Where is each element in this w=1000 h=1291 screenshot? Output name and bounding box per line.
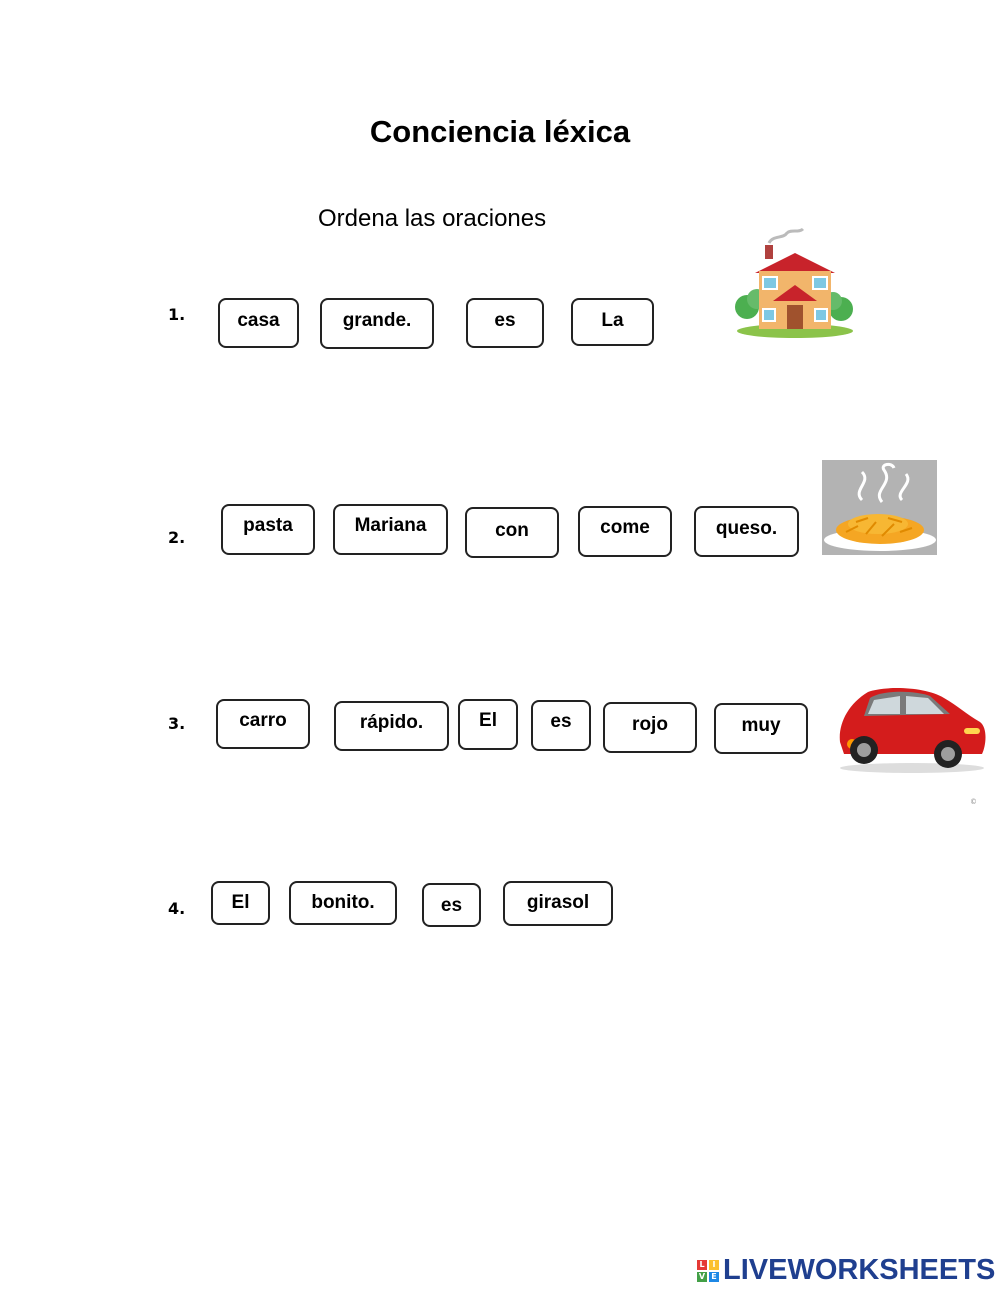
exercise-number-3: 3. xyxy=(168,714,186,733)
word-chip[interactable]: es xyxy=(531,700,591,751)
word-chip[interactable]: carro xyxy=(216,699,310,749)
word-chip[interactable]: rojo xyxy=(603,702,697,753)
word-chip[interactable]: Mariana xyxy=(333,504,448,555)
word-chip[interactable]: come xyxy=(578,506,672,557)
word-chip[interactable]: El xyxy=(458,699,518,750)
word-chip[interactable]: casa xyxy=(218,298,299,348)
word-chip[interactable]: girasol xyxy=(503,881,613,926)
logo-mark-icon: L I V E xyxy=(697,1260,719,1282)
instructions: Ordena las oraciones xyxy=(318,205,547,232)
page-title: Conciencia léxica xyxy=(369,114,631,149)
word-chip[interactable]: rápido. xyxy=(334,701,449,751)
word-chip[interactable]: queso. xyxy=(694,506,799,557)
brand-name: LIVEWORKSHEETS xyxy=(723,1254,996,1286)
exercise-number-1: 1. xyxy=(168,305,186,324)
liveworksheets-logo[interactable] xyxy=(697,1254,995,1287)
word-chip[interactable]: es xyxy=(466,298,544,348)
image-credit-mark: © xyxy=(970,798,977,806)
word-chip[interactable]: El xyxy=(211,881,270,925)
word-chip[interactable]: bonito. xyxy=(289,881,397,925)
word-chip[interactable]: pasta xyxy=(221,504,315,555)
word-chip[interactable]: con xyxy=(465,507,559,558)
red-car-icon xyxy=(834,684,989,776)
exercise-number-2: 2. xyxy=(168,528,186,547)
house-icon xyxy=(733,225,858,340)
exercise-number-4: 4. xyxy=(168,899,186,918)
word-chip[interactable]: La xyxy=(571,298,654,346)
word-chip[interactable]: muy xyxy=(714,703,808,754)
word-chip[interactable]: es xyxy=(422,883,481,927)
pasta-plate-icon xyxy=(822,460,937,555)
word-chip[interactable]: grande. xyxy=(320,298,434,349)
